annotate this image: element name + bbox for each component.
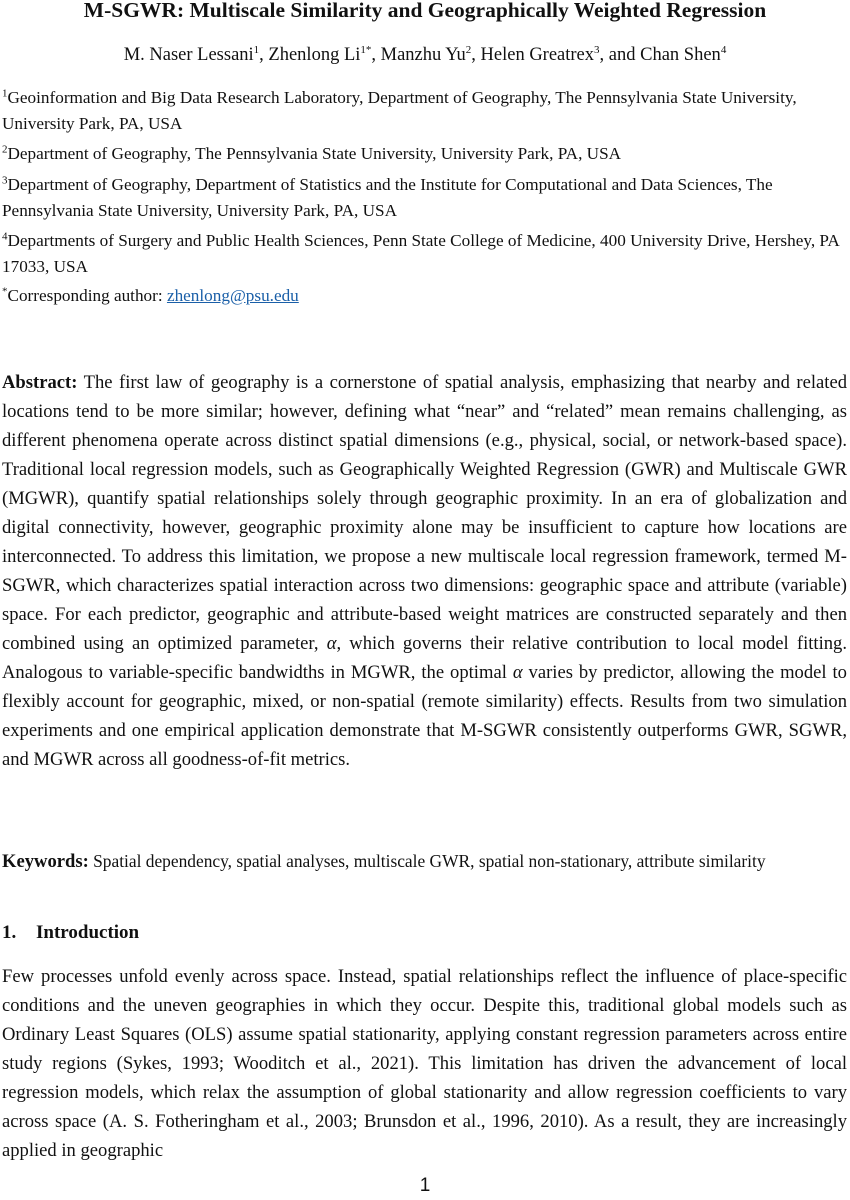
- affiliation-2: $^2$Department of Geography, The Pennsylvania State University, University Park, PA, USA: [2, 143, 622, 163]
- keywords: Keywords: Spatial dependency, spatial analyses, multiscale GWR, spatial non-stationary, attribute similarity: [2, 851, 766, 872]
- section-heading-introduction: 1. Introduction: [2, 922, 140, 943]
- affiliation-3: $^3$Department of Geography, Department of Statistics and the Institute for Computational and Data Sciences, The Pennsylvania State University, University Park, PA, USA: [2, 174, 773, 220]
- alpha-symbol: α: [512, 662, 523, 683]
- affiliation-1: $^1$Geoinformation and Big Data Research Laboratory, Department of Geography, The Pennsylvania State University, University Park, PA, USA: [2, 87, 797, 133]
- author: Manzhu Yu$^2$: [380, 43, 472, 65]
- author: Helen Greatrex$^3$: [480, 43, 600, 65]
- alpha-symbol: α: [326, 633, 337, 654]
- author: M. Naser Lessani$^1$: [123, 43, 260, 65]
- abstract: Abstract: The first law of geography is a cornerstone of spatial analysis, emphasizing that nearby and related locations tend to be more similar; however, defining what “near” and “related” mean remains challenging, as different phenomena operate across distinct spatial dimensions (e.g., physical, social, or network-based space). Traditional local regression models, such as Geographically Weighted Regression (GWR) and Multiscale GWR (MGWR), quantify spatial relationships solely through geographic proximity. In an era of globalization and digital connectivity, however, geographic proximity alone may be insufficient to capture how locations are interconnected. To address this limitation, we propose a new multiscale local regression framework, termed M-SGWR, which characterizes spatial interaction across two dimensions: geographic space and attribute (variable) space. For each predictor, geographic and attribute-based weight matrices are constructed separately and then combined using an optimized parameter, α, which governs their relative contribution to local model fitting. Analogous to variable-specific bandwidths in MGWR, the optimal α varies by predictor, allowing the model to flexibly account for geographic, mixed, or non-spatial (remote similarity) effects. Results from two simulation experiments and one empirical application demonstrate that M-SGWR consistently outperforms GWR, SGWR, and MGWR across all goodness-of-fit metrics.: [2, 372, 848, 770]
- abstract-label: Abstract:: [2, 372, 78, 393]
- paper-title: M-SGWR: Multiscale Similarity and Geographically Weighted Regression: [83, 0, 767, 22]
- email-link[interactable]: zhenlong@psu.edu: [166, 286, 299, 305]
- author-list: M. Naser Lessani$^1$, Zhenlong $Li^{1*}$, Manzhu Yu$^2$, Helen Greatrex$^3$, and Chan Shen$^4$: [123, 43, 727, 65]
- introduction-body: Few processes unfold evenly across space. Instead, spatial relationships reflect the influence of place-specific conditions and the uneven geographies in which they occur. Despite this, traditional global models such as Ordinary Least Squares (OLS) assume spatial stationarity, applying constant regression parameters across entire study regions (Sykes, 1993; Wooditch et al., 2021). This limitation has driven the advancement of local regression models, which relax the assumption of global stationarity and allow regression coefficients to vary across space (A. S. Fotheringham et al., 2003; Brunsdon et al., 1996, 2010). As a result, they are increasingly applied in geographic: [2, 966, 847, 1161]
- page-number: 1: [419, 1175, 431, 1196]
- affiliation-4: $^4$Departments of Surgery and Public Health Sciences, Penn State College of Medicine, 400 University Drive, Hershey, PA 17033, USA: [2, 230, 839, 276]
- keywords-label: Keywords:: [2, 851, 89, 872]
- author: Chan Shen$^4$: [640, 43, 727, 65]
- corresponding-author: *Corresponding author: zhenlong@psu.edu: [2, 285, 299, 305]
- author: Zhenlong $Li^{1*}$: [268, 43, 372, 65]
